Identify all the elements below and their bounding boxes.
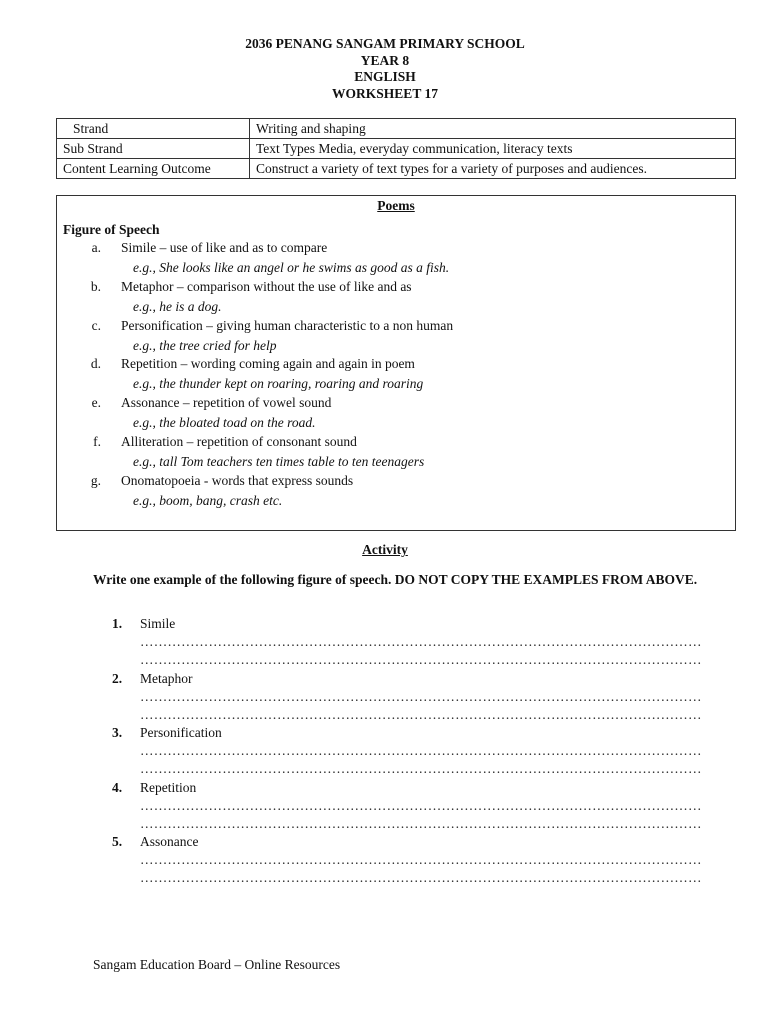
table-value: Writing and shaping [250,119,736,139]
question-label: Metaphor [140,670,193,686]
item-letter: c. [91,317,101,333]
item-example: e.g., he is a dog. [133,298,222,314]
answer-line[interactable]: …………………………………………………………………………………………………………… [140,743,702,758]
list-item [57,395,735,434]
activity-instruction: Write one example of the following figure of speech. DO NOT COPY THE EXAMPLES FROM ABOVE. [93,572,698,587]
list-item [57,473,735,512]
item-description: Assonance – repetition of vowel sound [121,395,332,411]
poems-title: Poems [377,198,415,213]
table-row [57,119,736,139]
activity-title: Activity [362,542,408,557]
worksheet-number: WORKSHEET 17 [332,85,438,101]
answer-line[interactable]: …………………………………………………………………………………………………………… [140,797,702,813]
item-example: e.g., tall Tom teachers ten times table to ten teenagers [133,453,425,469]
question-list [0,616,770,889]
item-example: e.g., She looks like an angel or he swims as good as a fish. [133,260,450,275]
question-item [0,671,770,726]
item-letter: a. [91,240,101,255]
answer-line[interactable]: …………………………………………………………………………………………………………… [140,852,702,867]
list-item [57,240,735,279]
school-name: 2036 PENANG SANGAM PRIMARY SCHOOL [245,36,525,51]
question-label: Personification [140,725,222,740]
question-item [0,780,770,835]
item-description: Metaphor – comparison without the use of like and as [121,278,412,294]
page-footer: Sangam Education Board – Online Resources [93,957,341,972]
item-description: Onomatopoeia - words that express sounds [121,472,354,488]
answer-line[interactable]: …………………………………………………………………………………………………………… [140,634,702,649]
question-label: Repetition [140,779,197,795]
year-level: YEAR 8 [360,52,410,68]
question-label: Assonance [140,834,199,849]
item-letter: e. [91,395,101,411]
poems-box [56,195,736,531]
table-row [57,139,736,159]
question-item [0,834,770,889]
item-letter: b. [90,278,101,294]
answer-line[interactable]: …………………………………………………………………………………………………………… [140,870,702,885]
table-value: Text Types Media, everyday communication, literacy texts [250,139,736,159]
item-letter: f. [93,433,101,449]
question-label: Simile [140,616,176,631]
answer-line[interactable]: …………………………………………………………………………………………………………… [140,706,702,722]
worksheet-header [0,36,770,102]
item-description: Alliteration – repetition of consonant sound [121,433,357,449]
question-item [0,725,770,780]
list-item [57,318,735,357]
question-number: 4. [112,779,123,795]
list-item [57,279,735,318]
table-key: Strand [57,119,250,139]
list-item [57,434,735,473]
item-description: Repetition – wording coming again and again in poem [121,356,415,372]
question-number: 2. [112,670,123,686]
list-item [57,356,735,395]
answer-line[interactable]: …………………………………………………………………………………………………………… [140,815,702,831]
item-example: e.g., the bloated toad on the road. [133,415,316,431]
item-description: Personification – giving human characteristic to a non human [121,317,454,333]
item-example: e.g., the thunder kept on roaring, roaring and roaring [133,376,424,392]
curriculum-table [56,118,736,179]
question-item [0,616,770,671]
subject: ENGLISH [354,69,416,84]
item-example: e.g., the tree cried for help [133,337,277,353]
item-example: e.g., boom, bang, crash etc. [133,492,283,508]
item-letter: d. [90,356,101,372]
question-number: 5. [112,834,123,849]
table-row [57,159,736,179]
item-description: Simile – use of like and as to compare [121,240,328,255]
answer-line[interactable]: …………………………………………………………………………………………………………… [140,688,702,704]
answer-line[interactable]: …………………………………………………………………………………………………………… [140,652,702,667]
table-key: Content Learning Outcome [57,159,250,179]
question-number: 3. [112,725,123,740]
table-value: Construct a variety of text types for a variety of purposes and audiences. [250,159,736,179]
item-letter: g. [90,472,101,488]
figure-list [57,240,735,512]
table-key: Sub Strand [57,139,250,159]
question-number: 1. [112,616,123,631]
answer-line[interactable]: …………………………………………………………………………………………………………… [140,761,702,776]
figure-of-speech-title: Figure of Speech [63,222,160,237]
